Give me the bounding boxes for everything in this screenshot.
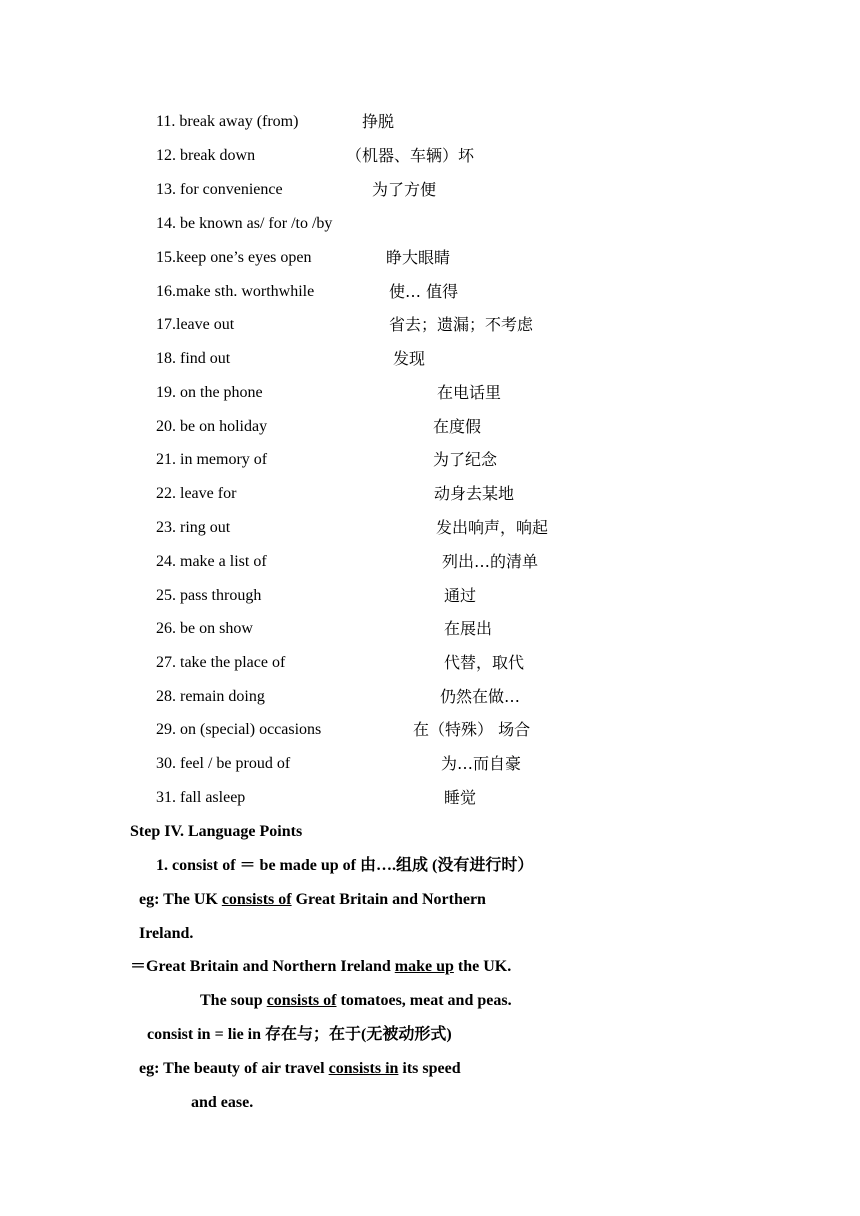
example-text: ＝Great Britain and Northern Ireland	[130, 958, 395, 975]
example-sentence	[139, 1059, 461, 1079]
phrase-zh: 为…而自豪	[441, 754, 522, 773]
phrase-zh: 通过	[444, 586, 477, 605]
phrase-en: 11. break away (from)	[156, 113, 299, 130]
example-text: Great Britain and Northern	[291, 891, 486, 908]
phrase-zh: 列出…的清单	[442, 552, 539, 571]
phrase-zh: 使… 值得	[389, 282, 459, 301]
phrase-en: 14. be known as/ for /to /by	[156, 215, 333, 232]
phrase-en: 15.keep one’s eyes open	[156, 249, 312, 266]
phrase-en: 20. be on holiday	[156, 418, 268, 435]
phrase-en: 22. leave for	[156, 485, 237, 502]
phrase-en: 21. in memory of	[156, 451, 268, 468]
phrase-en: 25. pass through	[156, 587, 262, 604]
phrase-zh: 为了方便	[372, 180, 437, 199]
phrase-en: 23. ring out	[156, 519, 231, 536]
phrase-en: 29. on (special) occasions	[156, 721, 322, 738]
sub-heading: consist in = lie in 存在与；在于(无被动形式)	[147, 1026, 452, 1043]
phrase-en: 30. feel / be proud of	[156, 755, 291, 772]
phrase-en: 16.make sth. worthwhile	[156, 283, 315, 300]
phrase-en: 28. remain doing	[156, 688, 265, 705]
phrase-zh: 挣脱	[362, 112, 395, 131]
point-heading: 1. consist of ＝ be made up of 由….组成 (没有进行时）	[156, 857, 534, 874]
example-text: the UK.	[453, 958, 512, 975]
phrase-zh: （机器、车辆）坏	[346, 146, 475, 165]
phrase-zh: 睡觉	[444, 788, 477, 807]
phrase-en: 19. on the phone	[156, 384, 263, 401]
phrase-zh: 仍然在做…	[440, 687, 521, 706]
phrase-zh: 省去；遗漏；不考虑	[389, 315, 534, 334]
example-continuation: and ease.	[191, 1094, 254, 1111]
phrase-zh: 为了纪念	[433, 450, 498, 469]
example-sentence	[130, 957, 511, 977]
phrase-zh: 代替，取代	[444, 653, 525, 672]
phrase-zh: 发出响声，响起	[436, 518, 549, 537]
phrase-en: 27. take the place of	[156, 654, 286, 671]
phrase-en: 26. be on show	[156, 620, 253, 637]
example-text: its speed	[398, 1060, 461, 1077]
example-continuation: Ireland.	[139, 925, 194, 942]
phrase-en: 31. fall asleep	[156, 789, 246, 806]
phrase-zh: 动身去某地	[434, 484, 515, 503]
phrase-zh: 发现	[393, 349, 426, 368]
phrase-zh: 在展出	[444, 619, 493, 638]
key-phrase: consists in	[328, 1060, 399, 1077]
example-text: tomatoes, meat and peas.	[336, 992, 512, 1009]
phrase-zh: 在度假	[433, 417, 482, 436]
phrase-zh: 在（特殊） 场合	[413, 720, 531, 739]
phrase-en: 17.leave out	[156, 316, 235, 333]
example-text: eg: The beauty of air travel	[139, 1060, 329, 1077]
example-text: The soup	[200, 992, 267, 1009]
section-title: Step IV. Language Points	[130, 823, 303, 840]
phrase-zh: 在电话里	[437, 383, 502, 402]
key-phrase: consists of	[266, 992, 337, 1009]
example-sentence	[200, 991, 512, 1011]
example-sentence	[139, 890, 486, 910]
phrase-en: 13. for convenience	[156, 181, 283, 198]
key-phrase: make up	[394, 958, 454, 975]
phrase-en: 12. break down	[156, 147, 256, 164]
phrase-en: 18. find out	[156, 350, 231, 367]
phrase-en: 24. make a list of	[156, 553, 267, 570]
example-text: eg: The UK	[139, 891, 222, 908]
phrase-zh: 睁大眼睛	[386, 248, 451, 267]
key-phrase: consists of	[221, 891, 292, 908]
